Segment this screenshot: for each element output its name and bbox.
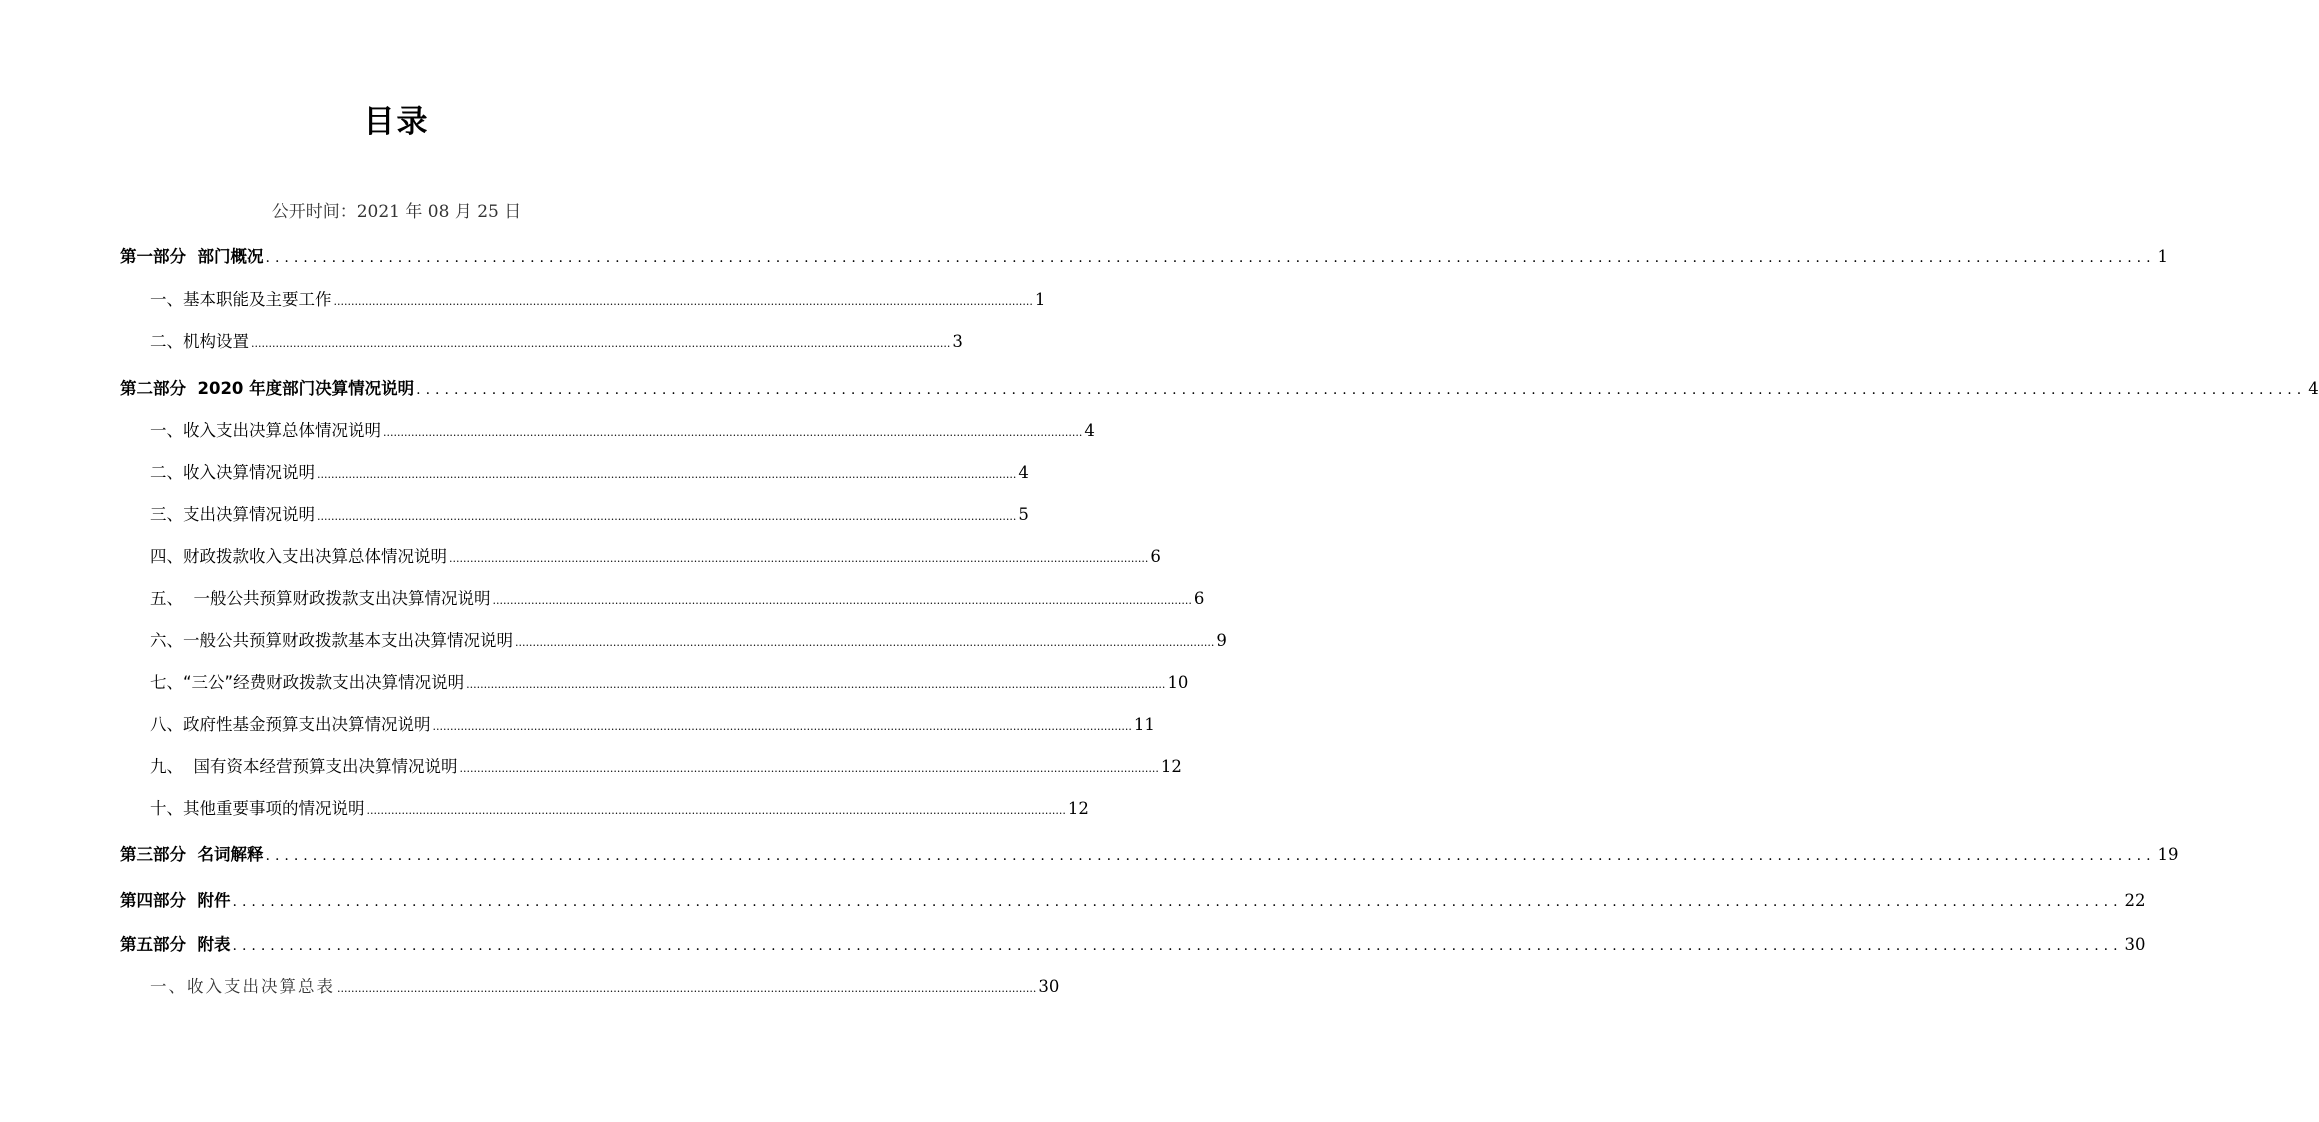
- toc-entry-label: 一、基本职能及主要工作: [150, 290, 332, 309]
- toc-leader-dots: ........................................................................................................................................................................................................: [265, 250, 2156, 266]
- toc-entry[interactable]: [150, 711, 1155, 735]
- toc-entry-label: 二、机构设置: [150, 332, 249, 351]
- toc-leader-dots: ........................................................................................................................................................................................................: [416, 382, 2307, 398]
- toc-page-number: 5: [1018, 505, 1029, 524]
- toc-entry[interactable]: [150, 753, 1182, 777]
- toc-entry-label: 七、“三公”经费财政拨款支出决算情况说明: [150, 673, 465, 692]
- toc-entry-label: 十、其他重要事项的情况说明: [150, 799, 365, 818]
- toc-page-number: 10: [1167, 673, 1189, 692]
- toc-page-number: 1: [2157, 247, 2169, 266]
- toc-leader-dots: ........................................................................................................................................................................................................: [515, 636, 1215, 649]
- toc-page-number: 11: [1133, 715, 1155, 734]
- toc-leader-dots: ........................................................................................................................................................................................................: [337, 982, 1037, 995]
- toc-entry-label: 四、财政拨款收入支出决算总体情况说明: [150, 547, 447, 566]
- toc-page-number: 12: [1160, 757, 1182, 776]
- toc-entry-label: 第二部分 2020 年度部门决算情况说明: [120, 379, 415, 398]
- toc-entry-label: 第四部分 附件: [120, 891, 231, 910]
- toc-leader-dots: ........................................................................................................................................................................................................: [459, 762, 1159, 775]
- toc-page-number: 19: [2157, 845, 2179, 864]
- toc-leader-dots: ........................................................................................................................................................................................................: [333, 295, 1033, 308]
- toc-entry-label: 九、 国有资本经营预算支出决算情况说明: [150, 757, 458, 776]
- toc-leader-dots: ........................................................................................................................................................................................................: [251, 337, 951, 350]
- toc-entry[interactable]: [120, 375, 2319, 399]
- toc-leader-dots: ........................................................................................................................................................................................................: [492, 594, 1192, 607]
- toc-entry[interactable]: [120, 931, 2146, 955]
- toc-entry[interactable]: [150, 286, 1046, 310]
- toc-leader-dots: ........................................................................................................................................................................................................: [265, 848, 2156, 864]
- toc-entry[interactable]: [150, 669, 1189, 693]
- toc-page-number: 6: [1150, 547, 1161, 566]
- toc-entry[interactable]: [150, 501, 1029, 525]
- toc-entry[interactable]: [150, 543, 1161, 567]
- toc-entry[interactable]: [150, 627, 1227, 651]
- toc-page-number: 3: [952, 332, 963, 351]
- toc-entry-label: 六、一般公共预算财政拨款基本支出决算情况说明: [150, 631, 513, 650]
- toc-page-number: 4: [1018, 463, 1029, 482]
- toc-page-number: 4: [1084, 421, 1095, 440]
- publish-date: 公开时间：2021 年 08 月 25 日: [271, 202, 522, 222]
- toc-entry[interactable]: [150, 585, 1205, 609]
- toc-page-number: 1: [1034, 290, 1046, 309]
- toc-page-number: 6: [1193, 589, 1205, 608]
- toc-entry-label: 三、支出决算情况说明: [150, 505, 315, 524]
- toc-page-number: 9: [1216, 631, 1227, 650]
- toc-page-number: 30: [2124, 935, 2146, 954]
- toc-entry[interactable]: [120, 841, 2179, 865]
- toc-entry[interactable]: [150, 795, 1089, 819]
- toc-leader-dots: ........................................................................................................................................................................................................: [317, 468, 1017, 481]
- toc-entry-label: 一、收入支出决算总表: [150, 977, 335, 996]
- toc-entry[interactable]: [150, 417, 1095, 441]
- toc-entry-label: 八、政府性基金预算支出决算情况说明: [150, 715, 431, 734]
- toc-entry[interactable]: [150, 973, 1060, 997]
- toc-leader-dots: ........................................................................................................................................................................................................: [466, 678, 1166, 691]
- toc-leader-dots: ........................................................................................................................................................................................................: [232, 938, 2123, 954]
- page-title: 目录: [363, 104, 430, 140]
- toc-entry-label: 一、收入支出决算总体情况说明: [150, 421, 381, 440]
- toc-leader-dots: ........................................................................................................................................................................................................: [432, 720, 1132, 733]
- toc-entry[interactable]: [120, 887, 2146, 911]
- toc-leader-dots: ........................................................................................................................................................................................................: [383, 426, 1083, 439]
- toc-entry[interactable]: [150, 328, 963, 352]
- toc-page-number: 22: [2124, 891, 2146, 910]
- toc-entry[interactable]: [150, 459, 1029, 483]
- toc-entry-label: 二、收入决算情况说明: [150, 463, 315, 482]
- toc-leader-dots: ........................................................................................................................................................................................................: [317, 510, 1017, 523]
- toc-page-number: 4: [2308, 379, 2319, 398]
- toc-leader-dots: ........................................................................................................................................................................................................: [232, 894, 2123, 910]
- toc-page-number: 30: [1038, 977, 1060, 996]
- toc-entry-label: 第一部分 部门概况: [120, 247, 264, 266]
- toc-leader-dots: ........................................................................................................................................................................................................: [449, 552, 1149, 565]
- toc-entry-label: 五、 一般公共预算财政拨款支出决算情况说明: [150, 589, 491, 608]
- toc-page-number: 12: [1067, 799, 1089, 818]
- toc-entry[interactable]: [120, 243, 2169, 267]
- toc-leader-dots: ........................................................................................................................................................................................................: [366, 804, 1066, 817]
- toc-entry-label: 第三部分 名词解释: [120, 845, 264, 864]
- toc-entry-label: 第五部分 附表: [120, 935, 231, 954]
